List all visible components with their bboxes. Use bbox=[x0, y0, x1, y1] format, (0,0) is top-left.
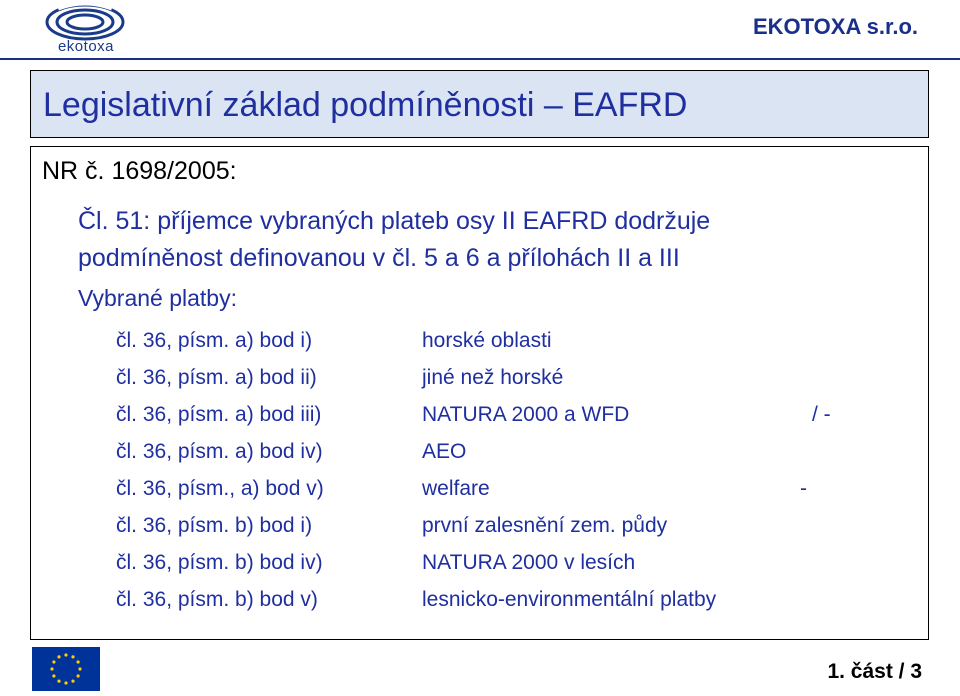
eu-star-icon bbox=[71, 680, 74, 683]
eu-star-icon bbox=[52, 674, 55, 677]
row-reference: čl. 36, písm., a) bod v) bbox=[116, 477, 324, 500]
company-name: EKOTOXA s.r.o. bbox=[752, 14, 918, 39]
row-description: jiné než horské bbox=[422, 366, 564, 389]
article-line-2: podmíněnost definovanou v čl. 5 a 6 a přílohách II a III bbox=[78, 244, 680, 272]
eu-star-icon bbox=[64, 653, 67, 656]
row-mark: - bbox=[800, 477, 807, 500]
row-reference: čl. 36, písm. b) bod i) bbox=[116, 514, 313, 537]
row-mark: / - bbox=[812, 403, 831, 426]
row-description: horské oblasti bbox=[422, 329, 552, 352]
row-reference: čl. 36, písm. b) bod v) bbox=[116, 588, 318, 611]
selected-payments-label: Vybrané platby: bbox=[78, 285, 237, 311]
content-box bbox=[30, 146, 929, 640]
title-box bbox=[30, 70, 929, 138]
row-description: AEO bbox=[422, 440, 467, 463]
article-text bbox=[78, 203, 710, 277]
page-title: Legislativní základ podmíněnosti – EAFRD bbox=[43, 86, 688, 124]
eu-star-icon bbox=[52, 660, 55, 663]
logo-text: ekotoxa bbox=[57, 38, 115, 55]
eu-star-icon bbox=[78, 667, 81, 670]
row-description: NATURA 2000 a WFD bbox=[422, 403, 630, 426]
row-description: první zalesnění zem. půdy bbox=[422, 514, 668, 537]
regulation-reference: NR č. 1698/2005: bbox=[42, 157, 237, 185]
row-reference: čl. 36, písm. a) bod ii) bbox=[116, 366, 317, 389]
row-description: welfare bbox=[422, 477, 490, 500]
eu-star-icon bbox=[57, 680, 60, 683]
row-reference: čl. 36, písm. b) bod iv) bbox=[116, 551, 323, 574]
eu-star-icon bbox=[77, 660, 80, 663]
page-indicator: 1. část / 3 bbox=[827, 660, 922, 683]
row-reference: čl. 36, písm. a) bod iii) bbox=[116, 403, 322, 426]
eu-star-icon bbox=[77, 674, 80, 677]
row-reference: čl. 36, písm. a) bod iv) bbox=[116, 440, 323, 463]
row-description: NATURA 2000 v lesích bbox=[422, 551, 636, 574]
article-line-1: Čl. 51: příjemce vybraných plateb osy II EAFRD dodržuje bbox=[78, 207, 711, 235]
header-divider bbox=[0, 58, 960, 60]
row-description: lesnicko-environmentální platby bbox=[422, 588, 717, 611]
eu-flag-icon bbox=[32, 647, 100, 691]
eu-star-icon bbox=[57, 655, 60, 658]
row-reference: čl. 36, písm. a) bod i) bbox=[116, 329, 313, 352]
eu-star-icon bbox=[64, 681, 67, 684]
eu-star-icon bbox=[50, 667, 53, 670]
eu-star-icon bbox=[71, 655, 74, 658]
